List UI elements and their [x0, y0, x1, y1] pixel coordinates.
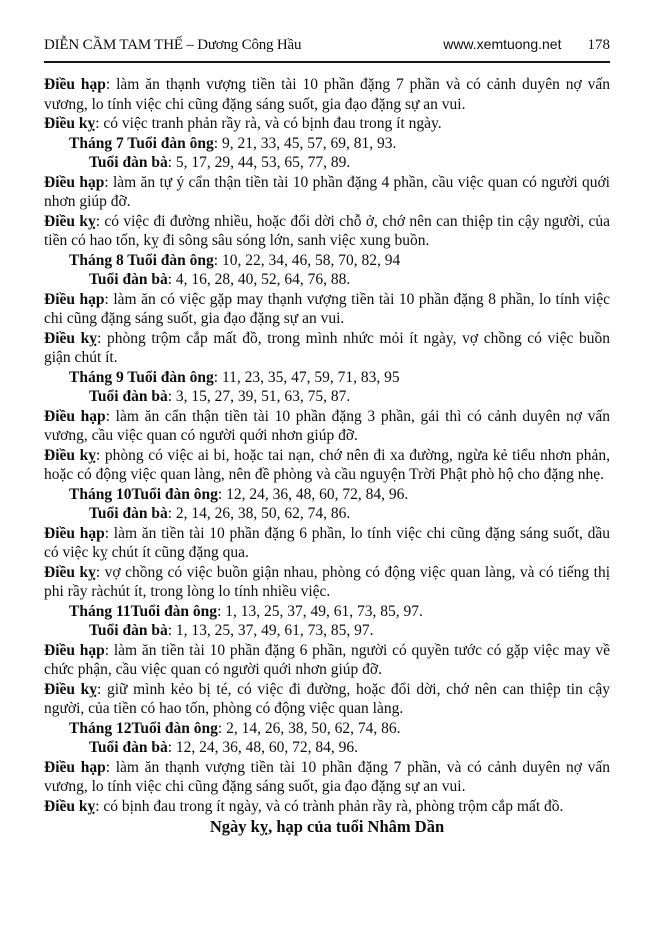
header-row: [44, 36, 610, 54]
paragraph-label: Điều hạp: [44, 524, 105, 542]
paragraph: [44, 758, 610, 797]
paragraph-label: Điều hạp: [44, 407, 106, 425]
paragraph: [89, 621, 610, 641]
paragraph-text: : giữ mình kẻo bị té, có việc đi đường, hoặc đổi dời, chớ nên can thiệp tin cậy người, của tiền có hao tốn, phòng có động việc quan làng.: [44, 680, 610, 717]
paragraph-label: Tháng 8 Tuổi đàn ông: [69, 251, 214, 269]
paragraph: [44, 212, 610, 251]
paragraph-label: Điều kỵ: [44, 563, 96, 581]
website-url: www.xemtuong.net: [443, 36, 562, 52]
paragraph-label: Tháng 10Tuổi đàn ông: [69, 485, 218, 503]
paragraph-text: : 11, 23, 35, 47, 59, 71, 83, 95: [213, 368, 400, 386]
paragraph-label: Điều kỵ: [44, 212, 96, 230]
paragraph: [89, 387, 610, 407]
paragraph-label: Điều hạp: [44, 173, 105, 191]
paragraph-text: : làm ăn thạnh vượng tiền tài 10 phần đặng 7 phần, và có cảnh duyên nợ vấn vương, lo tính việc chi cũng đặng sáng suốt, gia đạo đặng sự an vui.: [44, 758, 611, 795]
paragraph-label: Tháng 9 Tuổi đàn ông: [69, 368, 214, 386]
paragraph: [69, 602, 610, 622]
paragraph-label: Điều kỵ: [44, 329, 98, 347]
paragraph-text: : 2, 14, 26, 38, 50, 62, 74, 86.: [167, 505, 351, 522]
paragraph-text: : phòng trộm cắp mất đồ, trong mình nhức mỏi ít ngày, vợ chồng có việc buồn giận chút ít.: [44, 329, 610, 366]
paragraph-label: Điều hạp: [44, 641, 105, 659]
paragraph-text: : 10, 22, 34, 46, 58, 70, 82, 94: [213, 251, 401, 269]
section-heading: Ngày kỵ, hạp của tuổi Nhâm Dần: [209, 817, 445, 836]
book-title: DIỄN CẦM TAM THẾ – Dương Công Hầu: [44, 37, 302, 53]
content: [44, 75, 610, 816]
paragraph-label: Tuổi đàn bà: [89, 622, 168, 639]
paragraph-label: Tuổi đàn bà: [89, 505, 168, 522]
paragraph: [89, 270, 610, 290]
paragraph: [89, 153, 610, 173]
paragraph-label: Tuổi đàn bà: [89, 388, 168, 405]
paragraph-text: : phòng có việc ai bi, hoặc tai nạn, chớ nên đi xa đường, ngừa kẻ tiểu nhơn phản, hoặc có động việc quan làng, nên đề phòng và cầu nguyện Trời Phật phò hộ cho đặng nhẹ.: [44, 446, 610, 483]
paragraph-label: Tuổi đàn bà: [89, 154, 168, 171]
header-divider: [44, 61, 610, 63]
paragraph-label: Điều hạp: [44, 76, 106, 93]
paragraph-text: : làm ăn thạnh vượng tiền tài 10 phần đặng 7 phần và có cảnh duyên nợ vấn vương, lo tính việc chi cũng đặng sáng suốt, gia đạo đặng sự an vui.: [44, 76, 610, 113]
paragraph: [89, 738, 610, 758]
paragraph: [44, 524, 610, 563]
paragraph-text: : 9, 21, 33, 45, 57, 69, 81, 93.: [213, 134, 397, 152]
paragraph: [44, 290, 610, 329]
paragraph: [69, 368, 610, 388]
paragraph-text: : 3, 15, 27, 39, 51, 63, 75, 87.: [167, 388, 351, 405]
paragraph-text: : có việc tranh phản rầy rà, và có bịnh đau trong ít ngày.: [95, 115, 442, 132]
paragraph-label: Tuổi đàn bà: [89, 739, 168, 756]
page-number: 178: [587, 37, 610, 53]
paragraph-text: : 2, 14, 26, 38, 50, 62, 74, 86.: [217, 719, 401, 737]
paragraph: [44, 446, 610, 485]
paragraph: [44, 329, 610, 368]
paragraph-text: : 4, 16, 28, 40, 52, 64, 76, 88.: [167, 271, 351, 288]
paragraph: [69, 134, 610, 154]
paragraph: [69, 251, 610, 271]
paragraph: [44, 173, 610, 212]
paragraph-text: : có bịnh đau trong ít ngày, và có trành phản rầy rà, phòng trộm cắp mất đồ.: [95, 797, 564, 815]
paragraph-text: : 12, 24, 36, 48, 60, 72, 84, 96.: [217, 485, 409, 503]
paragraph-label: Điều hạp: [44, 758, 106, 776]
paragraph: [69, 719, 610, 739]
paragraph-text: : 12, 24, 36, 48, 60, 72, 84, 96.: [167, 739, 359, 756]
paragraph-label: Điều hạp: [44, 290, 105, 308]
paragraph-text: : làm ăn tiền tài 10 phần đặng 6 phần, lo tính việc chi cũng đặng sáng suốt, dầu có việc kỵ chút ít cũng đặng qua.: [44, 524, 610, 561]
paragraph: [89, 504, 610, 524]
paragraph-label: Tháng 7 Tuổi đàn ông: [69, 134, 214, 152]
paragraph-label: Điều kỵ: [44, 680, 98, 698]
header-right-group: [443, 36, 610, 54]
paragraph: [44, 563, 610, 602]
paragraph-text: : làm ăn tự ý cẩn thận tiền tài 10 phần đặng 4 phần, cầu việc quan có người quới nhơn giúp đỡ.: [44, 173, 610, 210]
paragraph-text: : làm ăn cẩn thận tiền tài 10 phần đặng 3 phần, gái thì có cảnh duyên nợ vấn vương, cầu việc quan có người quới nhơn giúp đỡ.: [44, 407, 610, 444]
paragraph-text: : 1, 13, 25, 37, 49, 61, 73, 85, 97.: [167, 622, 374, 639]
paragraph-label: Tháng 11Tuổi đàn ông: [69, 602, 218, 620]
paragraph: [44, 75, 610, 114]
paragraph: [69, 485, 610, 505]
paragraph: [44, 407, 610, 446]
paragraph-label: Điều kỵ: [44, 115, 96, 132]
paragraph: [44, 114, 610, 134]
paragraph-label: Tháng 12Tuổi đàn ông: [69, 719, 218, 737]
paragraph-text: : vợ chồng có việc buồn giận nhau, phòng có động việc quan làng, và có tiếng thị phi rầy ràchút ít, trong lòng lo tính nhiều việc.: [44, 563, 610, 600]
paragraph-text: : có việc đi đường nhiều, hoặc đổi dời chỗ ở, chớ nên can thiệp tin cậy người, của tiền có hao tốn, kỵ đi sông sâu sóng lớn, sanh việc xung buồn.: [44, 212, 610, 249]
paragraph: [44, 797, 610, 817]
paragraph: [44, 680, 610, 719]
paragraph-text: : 1, 13, 25, 37, 49, 61, 73, 85, 97.: [217, 602, 423, 620]
paragraph-label: Điều kỵ: [44, 446, 96, 464]
page-header: [44, 36, 610, 63]
paragraph-text: : làm ăn có việc gặp may thạnh vượng tiền tài 10 phần đặng 8 phần, lo tính việc chi cũng đặng sáng suốt, gia đạo đặng sự an vui.: [44, 290, 610, 327]
paragraph-label: Điều kỵ: [44, 797, 96, 815]
paragraph-label: Tuổi đàn bà: [89, 271, 168, 288]
paragraph-text: : 5, 17, 29, 44, 53, 65, 77, 89.: [167, 154, 351, 171]
paragraph-text: : làm ăn tiền tài 10 phần đặng 6 phần, người có quyền tước có gặp việc may về chức phận, cầu việc quan có người quới nhơn giúp đỡ.: [44, 641, 611, 678]
paragraph: [44, 641, 610, 680]
